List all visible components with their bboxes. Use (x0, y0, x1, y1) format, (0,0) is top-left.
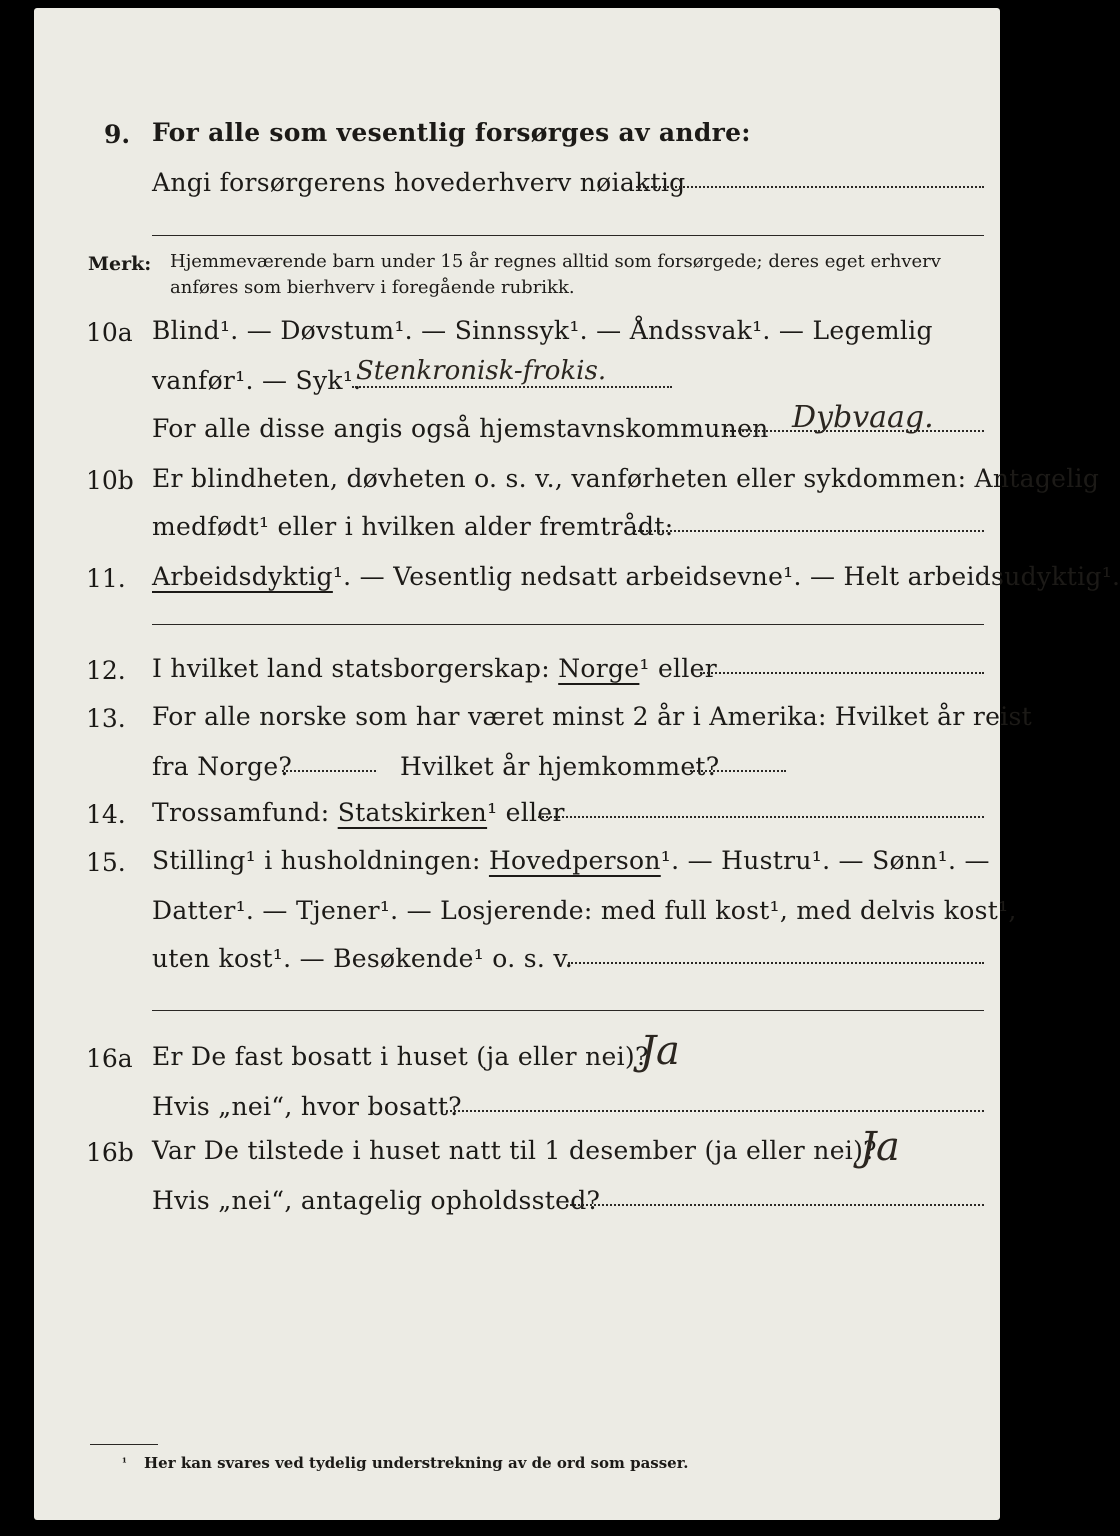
merk-line2: anføres som bierhverv i foregående rubrikk. (170, 277, 575, 298)
q13-line2b: Hvilket år hjemkommet? (400, 752, 720, 781)
q9-line2: Angi forsørgerens hovederhverv nøiaktig (152, 168, 686, 197)
merk-line1: Hjemmeværende barn under 15 år regnes alltid som forsørgede; deres eget erhverv (170, 251, 941, 272)
q10b-answer-field[interactable] (634, 530, 984, 532)
q12-line (152, 654, 717, 683)
q16a-line2: Hvis „nei“, hvor bosatt? (152, 1092, 462, 1121)
q16b-handwritten-answer: Ja (860, 1124, 900, 1170)
q16b-line1: Var De tilstede i huset natt til 1 desember (ja eller nei)? (152, 1136, 877, 1165)
q16a-handwritten-answer: Ja (640, 1028, 680, 1074)
q12-number: 12. (86, 656, 126, 685)
q10a-number: 10a (86, 318, 133, 347)
q15-stilling: Stilling (152, 846, 246, 875)
q15-line2: Datter¹. — Tjener¹. — Losjerende: med full kost¹, med delvis kost¹, (152, 896, 1017, 925)
q10b-line1: Er blindheten, døvheten o. s. v., vanførheten eller sykdommen: Antagelig (152, 464, 1100, 493)
q10b-number: 10b (86, 466, 134, 495)
q15-answer-field[interactable] (568, 962, 984, 964)
q10a-handwritten-illness: Stenkronisk-frokis. (356, 356, 607, 386)
q11-line1-rest: ¹. — Vesentlig nedsatt arbeidsevne¹. — Helt arbeidsudyktig¹. (332, 562, 1120, 591)
q14-statskirken-underlined[interactable]: Statskirken (337, 798, 488, 827)
q16a-line1: Er De fast bosatt i huset (ja eller nei)? (152, 1042, 649, 1071)
q10a-line1: Blind¹. — Døvstum¹. — Sinnssyk¹. — Åndssvak¹. — Legemlig (152, 316, 933, 345)
q10a-syk-field[interactable] (352, 386, 672, 388)
q14-eller: ¹ eller (487, 798, 565, 827)
q13-reist-field[interactable] (282, 770, 376, 772)
q15-text: ¹ i husholdningen: (245, 846, 481, 875)
q10a-line2: vanfør¹. — Syk¹. (152, 366, 362, 395)
q11-number: 11. (86, 564, 126, 593)
q9-answer-field[interactable] (636, 186, 984, 188)
q15-hovedperson-underlined[interactable]: Hovedperson (488, 846, 661, 875)
q12-eller: ¹ eller (639, 654, 717, 683)
q10b-line2: medfødt¹ eller i hvilken alder fremtrådt: (152, 512, 674, 541)
q15-line1 (152, 846, 990, 875)
q13-line2a: fra Norge? (152, 752, 293, 781)
q14-number: 14. (86, 800, 126, 829)
footnote-divider (90, 1444, 158, 1445)
footnote-text: Her kan svares ved tydelig understrekning av de ord som passer. (144, 1454, 689, 1472)
footnote-mark: ¹ (122, 1456, 127, 1469)
q13-line1: For alle norske som har været minst 2 år i Amerika: Hvilket år reist (152, 702, 1033, 731)
q9-answer-field-2[interactable] (152, 235, 984, 236)
q16b-line2: Hvis „nei“, antagelig opholdssted? (152, 1186, 601, 1215)
q16a-bosatt-field[interactable] (446, 1110, 984, 1112)
q15-line3: uten kost¹. — Besøkende¹ o. s. v. (152, 944, 574, 973)
q10a-line3: For alle disse angis også hjemstavnskommunen (152, 414, 769, 443)
q9-line1: For alle som vesentlig forsørges av andre: (152, 118, 751, 147)
q12-answer-field[interactable] (700, 672, 984, 674)
q10a-kommune-field[interactable] (726, 430, 984, 432)
q12-text: I hvilket land statsborgerskap: (152, 654, 550, 683)
q13-hjemkommet-field[interactable] (690, 770, 786, 772)
q15-number: 15. (86, 848, 126, 877)
q10a-handwritten-municipality: Dybvaag. (792, 400, 934, 435)
q9-number: 9. (104, 120, 131, 149)
q11-arbeidsdyktig-underlined[interactable]: Arbeidsdyktig (152, 562, 333, 591)
q16b-number: 16b (86, 1138, 134, 1167)
q14-answer-field[interactable] (538, 816, 984, 818)
q11-answer-field[interactable] (152, 624, 984, 625)
q14-line (152, 798, 565, 827)
q15-rest: ¹. — Hustru¹. — Sønn¹. — (660, 846, 990, 875)
q14-text: Trossamfund: (152, 798, 330, 827)
q11-line1 (152, 562, 1120, 591)
q16a-number: 16a (86, 1044, 133, 1073)
q16b-opholdssted-field[interactable] (566, 1204, 984, 1206)
merk-label: Merk: (88, 253, 152, 275)
q15-answer-field-2[interactable] (152, 1010, 984, 1011)
q12-norge-underlined[interactable]: Norge (558, 654, 640, 683)
q13-number: 13. (86, 704, 126, 733)
